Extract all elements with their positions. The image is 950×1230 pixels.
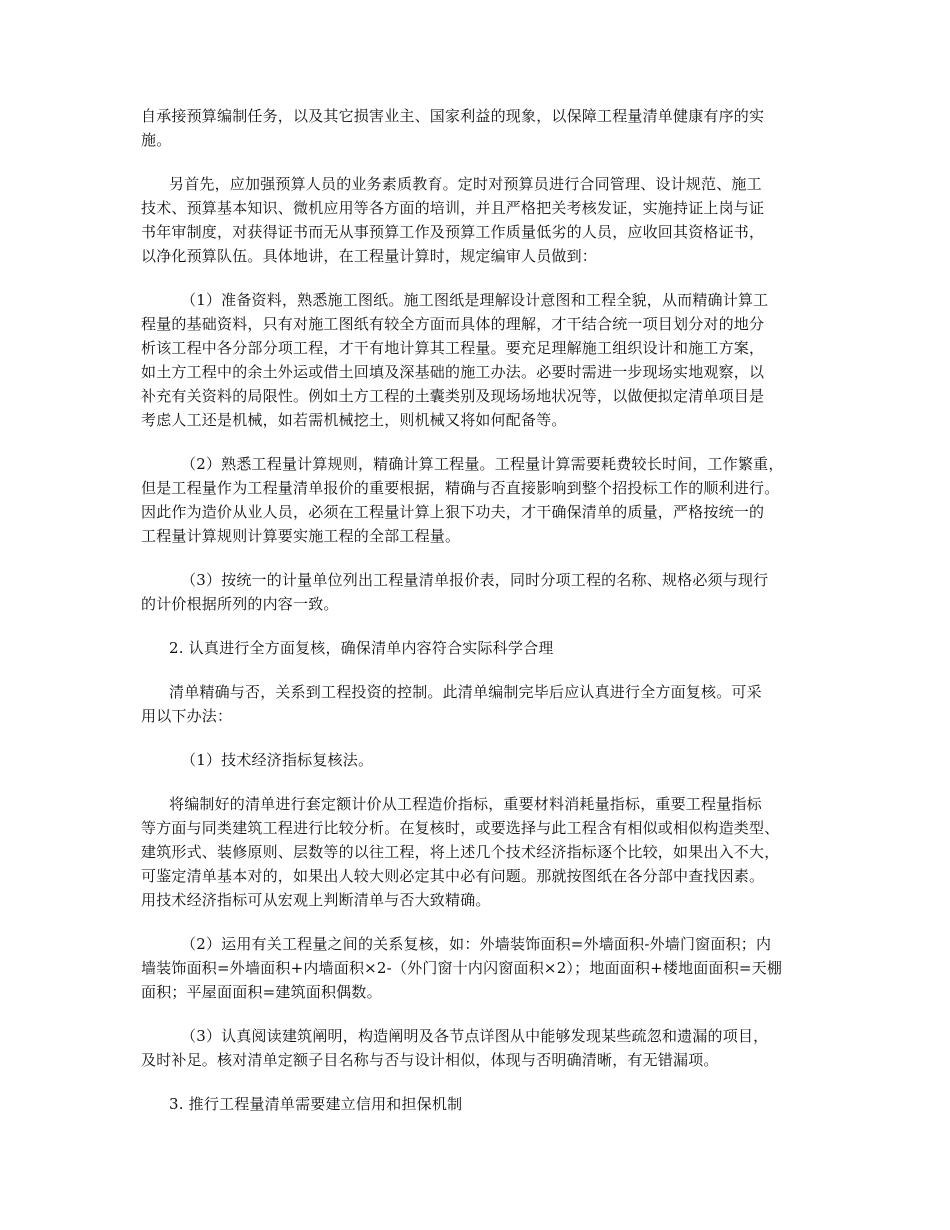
text-line: 析该工程中各分部分项工程，才干有地计算其工程量。要充足理解施工组织设计和施工方案， [141,339,765,357]
paragraph-item-3 [141,568,821,616]
paragraph-training [141,172,821,268]
text-line: 墙装饰面积=外墙面积+内墙面积×2-（外门窗十内闪窗面积×2）；地面面积+楼地面面积=天棚 [141,959,783,977]
section-heading-3 [141,1092,821,1116]
paragraph-item-1 [141,288,821,432]
text-line: 用技术经济指标可从宏观上判断清单与否大致精确。 [141,891,491,909]
paragraph-method-1 [141,748,821,772]
text-line: 自承接预算编制任务，以及其它损害业主、国家利益的现象，以保障工程量清单健康有序的实 [141,107,765,125]
text-line: 的计价根据所列的内容一致。 [141,595,339,613]
text-line: （3）按统一的计量单位列出工程量清单报价表，同时分项工程的名称、规格必须与现行 [181,571,769,589]
text-line: 将编制好的清单进行套定额计价从工程造价指标，重要材料消耗量指标，重要工程量指标 [169,795,762,813]
text-line: （2）熟悉工程量计算规则，精确计算工程量。工程量计算需要耗费较长时间，工作繁重， [181,455,784,473]
text-line: （3）认真阅读建筑阐明，构造阐明及各节点详图从中能够发现某些疏忽和遗漏的项目， [181,1027,769,1045]
paragraph-method-1-body [141,792,821,912]
text-line: （1）技术经济指标复核法。 [181,751,374,769]
text-line: 清单精确与否，关系到工程投资的控制。此清单编制完毕后应认真进行全方面复核。可采 [169,683,762,701]
text-line: 施。 [141,131,172,149]
text-line: 书年审制度，对获得证书而无从事预算工作及预算工作质量低劣的人员，应收回其资格证书， [141,223,765,241]
text-line: 以净化预算队伍。具体地讲，在工程量计算时，规定编审人员做到： [141,247,598,265]
text-line: 等方面与同类建筑工程进行比较分析。在复核时，或要选择与此工程含有相似或相似构造类型、 [141,819,780,837]
text-line: 另首先，应加强预算人员的业务素质教育。定时对预算员进行合同管理、设计规范、施工 [169,175,762,193]
paragraph-continuation [141,104,821,152]
heading-text: 3. 推行工程量清单需要建立信用和担保机制 [169,1095,463,1113]
text-line: 如土方工程中的余土外运或借土回填及深基础的施工办法。必要时需进一步现场实地观察，以 [141,363,765,381]
text-line: 工程量计算规则计算要实施工程的全部工程量。 [141,527,461,545]
text-line: 但是工程量作为工程量清单报价的重要根据，精确与否直接影响到整个招投标工作的顺利进行。 [141,479,780,497]
paragraph-method-2 [141,932,821,1004]
text-line: 考虑人工还是机械，如若需机械挖土，则机械又将如何配备等。 [141,411,567,429]
section-heading-2 [141,636,821,660]
text-line: 因此作为造价从业人员，必须在工程量计算上狠下功夫，才干确保清单的质量，严格按统一的 [141,503,765,521]
text-line: 补充有关资料的局限性。例如土方工程的土囊类别及现场场地状况等，以做便拟定清单项目是 [141,387,765,405]
heading-text: 2. 认真进行全方面复核，确保清单内容符合实际科学合理 [169,639,554,657]
text-line: （1）准备资料，熟悉施工图纸。施工图纸是理解设计意图和工程全貌，从而精确计算工 [181,291,769,309]
text-line: 用以下办法： [141,707,233,725]
text-line: 可鉴定清单基本对的，如果出人较大则必定其中必有问题。那就按图纸在各分部中查找因素。 [141,867,765,885]
text-line: 技术、预算基本知识、微机应用等各方面的培训，并且严格把关考核发证，实施持证上岗与证 [141,199,765,217]
text-line: （2）运用有关工程量之间的关系复核，如：外墙装饰面积=外墙面积-外墙门窗面积；内 [181,935,772,953]
text-line: 面积；平屋面面积=建筑面积偶数。 [141,983,382,1001]
document-page [141,104,821,1136]
paragraph-method-3 [141,1024,821,1072]
text-line: 程量的基础资料，只有对施工图纸有较全方面而具体的理解，才干结合统一项目划分对的地分 [141,315,765,333]
paragraph-review [141,680,821,728]
paragraph-item-2 [141,452,821,548]
text-line: 及时补足。核对清单定额子目名称与否与设计相似，体现与否明确清晰，有无错漏项。 [141,1051,719,1069]
text-line: 建筑形式、装修原则、层数等的以往工程，将上述几个技术经济指标逐个比较，如果出入不大， [141,843,780,861]
